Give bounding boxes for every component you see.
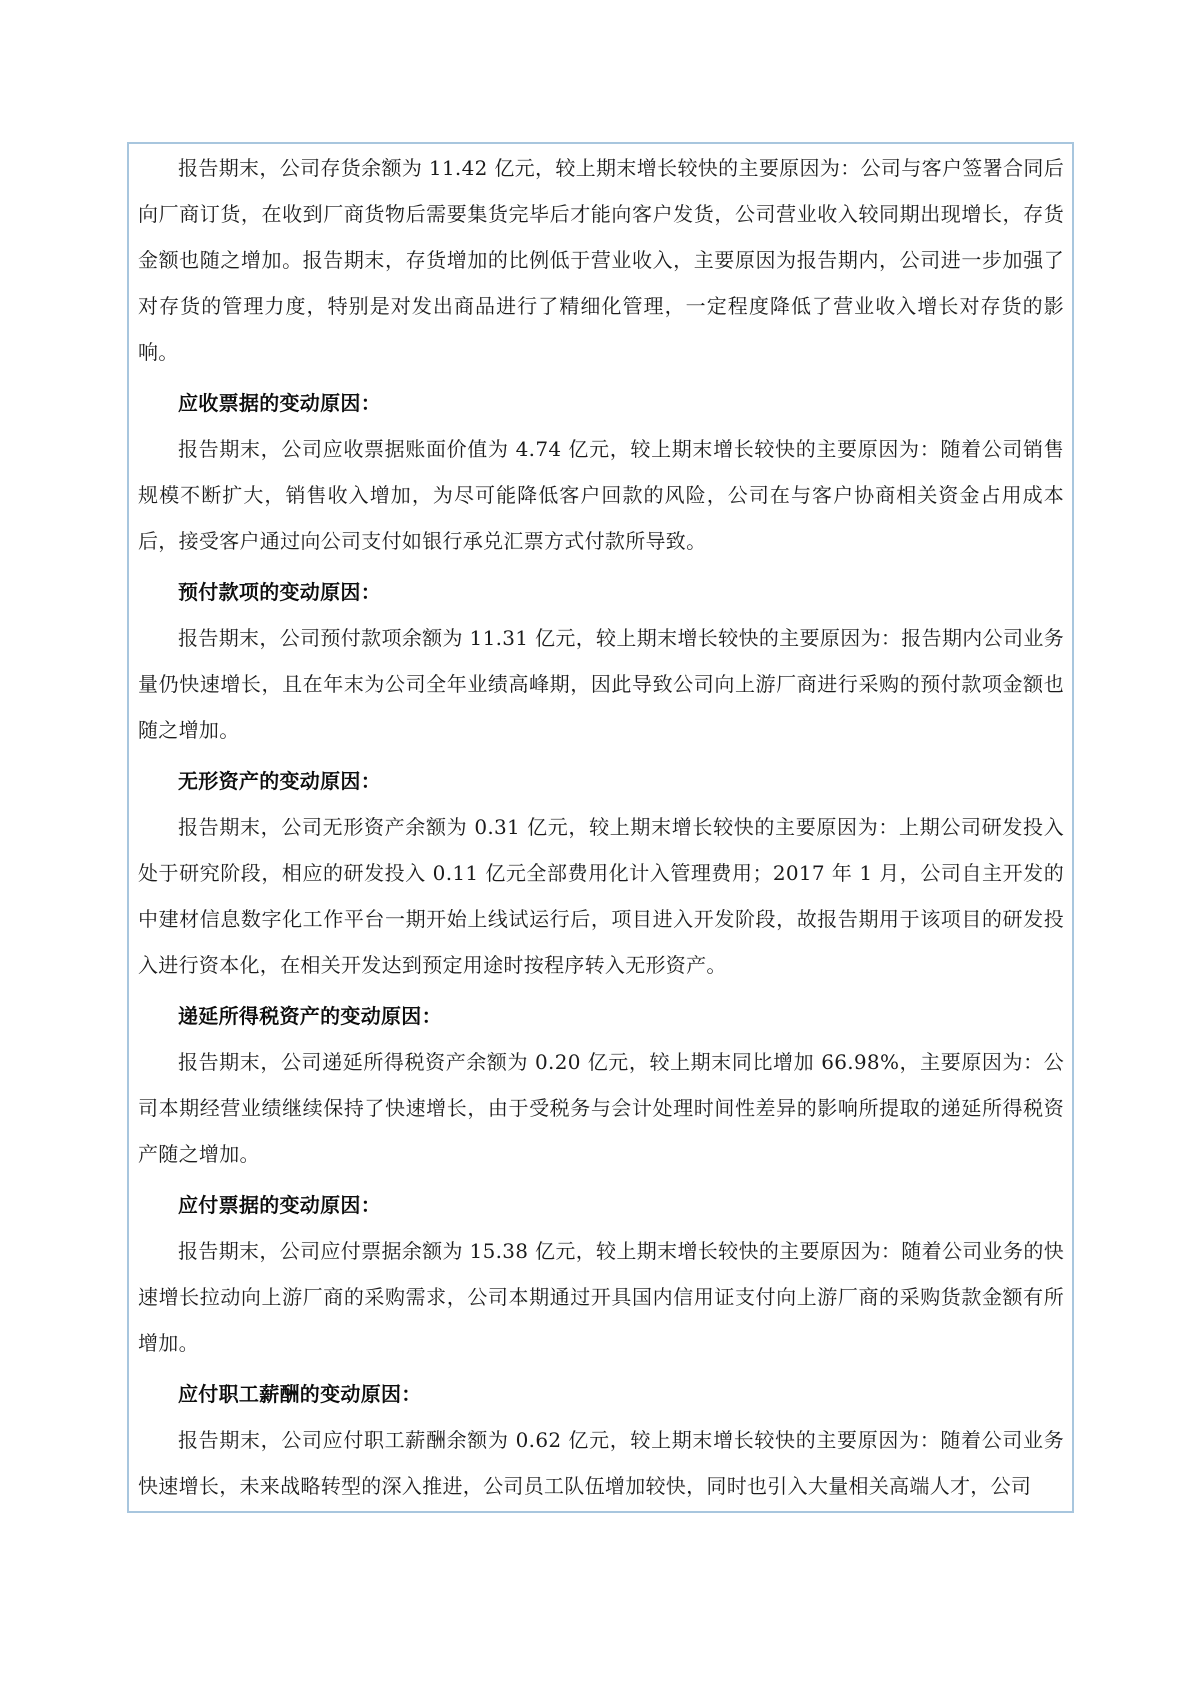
paragraph-employee-compensation-payable-change: 报告期末，公司应付职工薪酬余额为 0.62 亿元，较上期末增长较快的主要原因为：随着公司业务快速增长，未来战略转型的深入推进，公司员工队伍增加较快，同时也引入大量相关高端人才，公司 bbox=[138, 1428, 1064, 1498]
paragraph-intangible-assets-change: 报告期末，公司无形资产余额为 0.31 亿元，较上期末增长较快的主要原因为：上期公司研发投入处于研究阶段，相应的研发投入 0.11 亿元全部费用化计入管理费用；2017 年 1 月，公司自主开发的中建材信息数字化工作平台一期开始上线试运行后，项目进入开发阶段，故报告期用于该项目的研发投入进行资本化，在相关开发达到预定用途时按程序转入无形资产。 bbox=[138, 815, 1064, 977]
paragraph-deferred-tax-assets-change: 报告期末，公司递延所得税资产余额为 0.20 亿元，较上期末同比增加 66.98%，主要原因为：公司本期经营业绩继续保持了快速增长，由于受税务与会计处理时间性差异的影响所提取的递延所得税资产随之增加。 bbox=[138, 1050, 1064, 1166]
heading-notes-receivable-change: 应收票据的变动原因： bbox=[178, 391, 381, 415]
paragraph-prepayments-change: 报告期末，公司预付款项余额为 11.31 亿元，较上期末增长较快的主要原因为：报告期内公司业务量仍快速增长，且在年末为公司全年业绩高峰期，因此导致公司向上游厂商进行采购的预付款项金额也随之增加。 bbox=[138, 626, 1064, 742]
heading-prepayments-change: 预付款项的变动原因： bbox=[178, 580, 381, 604]
heading-notes-payable-change: 应付票据的变动原因： bbox=[178, 1193, 381, 1217]
paragraph-inventory-change: 报告期末，公司存货余额为 11.42 亿元，较上期末增长较快的主要原因为：公司与客户签署合同后向厂商订货，在收到厂商货物后需要集货完毕后才能向客户发货，公司营业收入较同期出现增长，存货金额也随之增加。报告期末，存货增加的比例低于营业收入，主要原因为报告期内，公司进一步加强了对存货的管理力度，特别是对发出商品进行了精细化管理，一定程度降低了营业收入增长对存货的影响。 bbox=[138, 156, 1064, 364]
heading-employee-compensation-payable-change: 应付职工薪酬的变动原因： bbox=[178, 1382, 422, 1406]
heading-intangible-assets-change: 无形资产的变动原因： bbox=[178, 769, 381, 793]
heading-deferred-tax-assets-change: 递延所得税资产的变动原因： bbox=[178, 1004, 442, 1028]
report-text-box bbox=[127, 142, 1074, 1513]
paragraph-notes-payable-change: 报告期末，公司应付票据余额为 15.38 亿元，较上期末增长较快的主要原因为：随着公司业务的快速增长拉动向上游厂商的采购需求，公司本期通过开具国内信用证支付向上游厂商的采购货款金额有所增加。 bbox=[138, 1239, 1064, 1355]
paragraph-notes-receivable-change: 报告期末，公司应收票据账面价值为 4.74 亿元，较上期末增长较快的主要原因为：随着公司销售规模不断扩大，销售收入增加，为尽可能降低客户回款的风险，公司在与客户协商相关资金占用成本后，接受客户通过向公司支付如银行承兑汇票方式付款所导致。 bbox=[138, 437, 1064, 553]
